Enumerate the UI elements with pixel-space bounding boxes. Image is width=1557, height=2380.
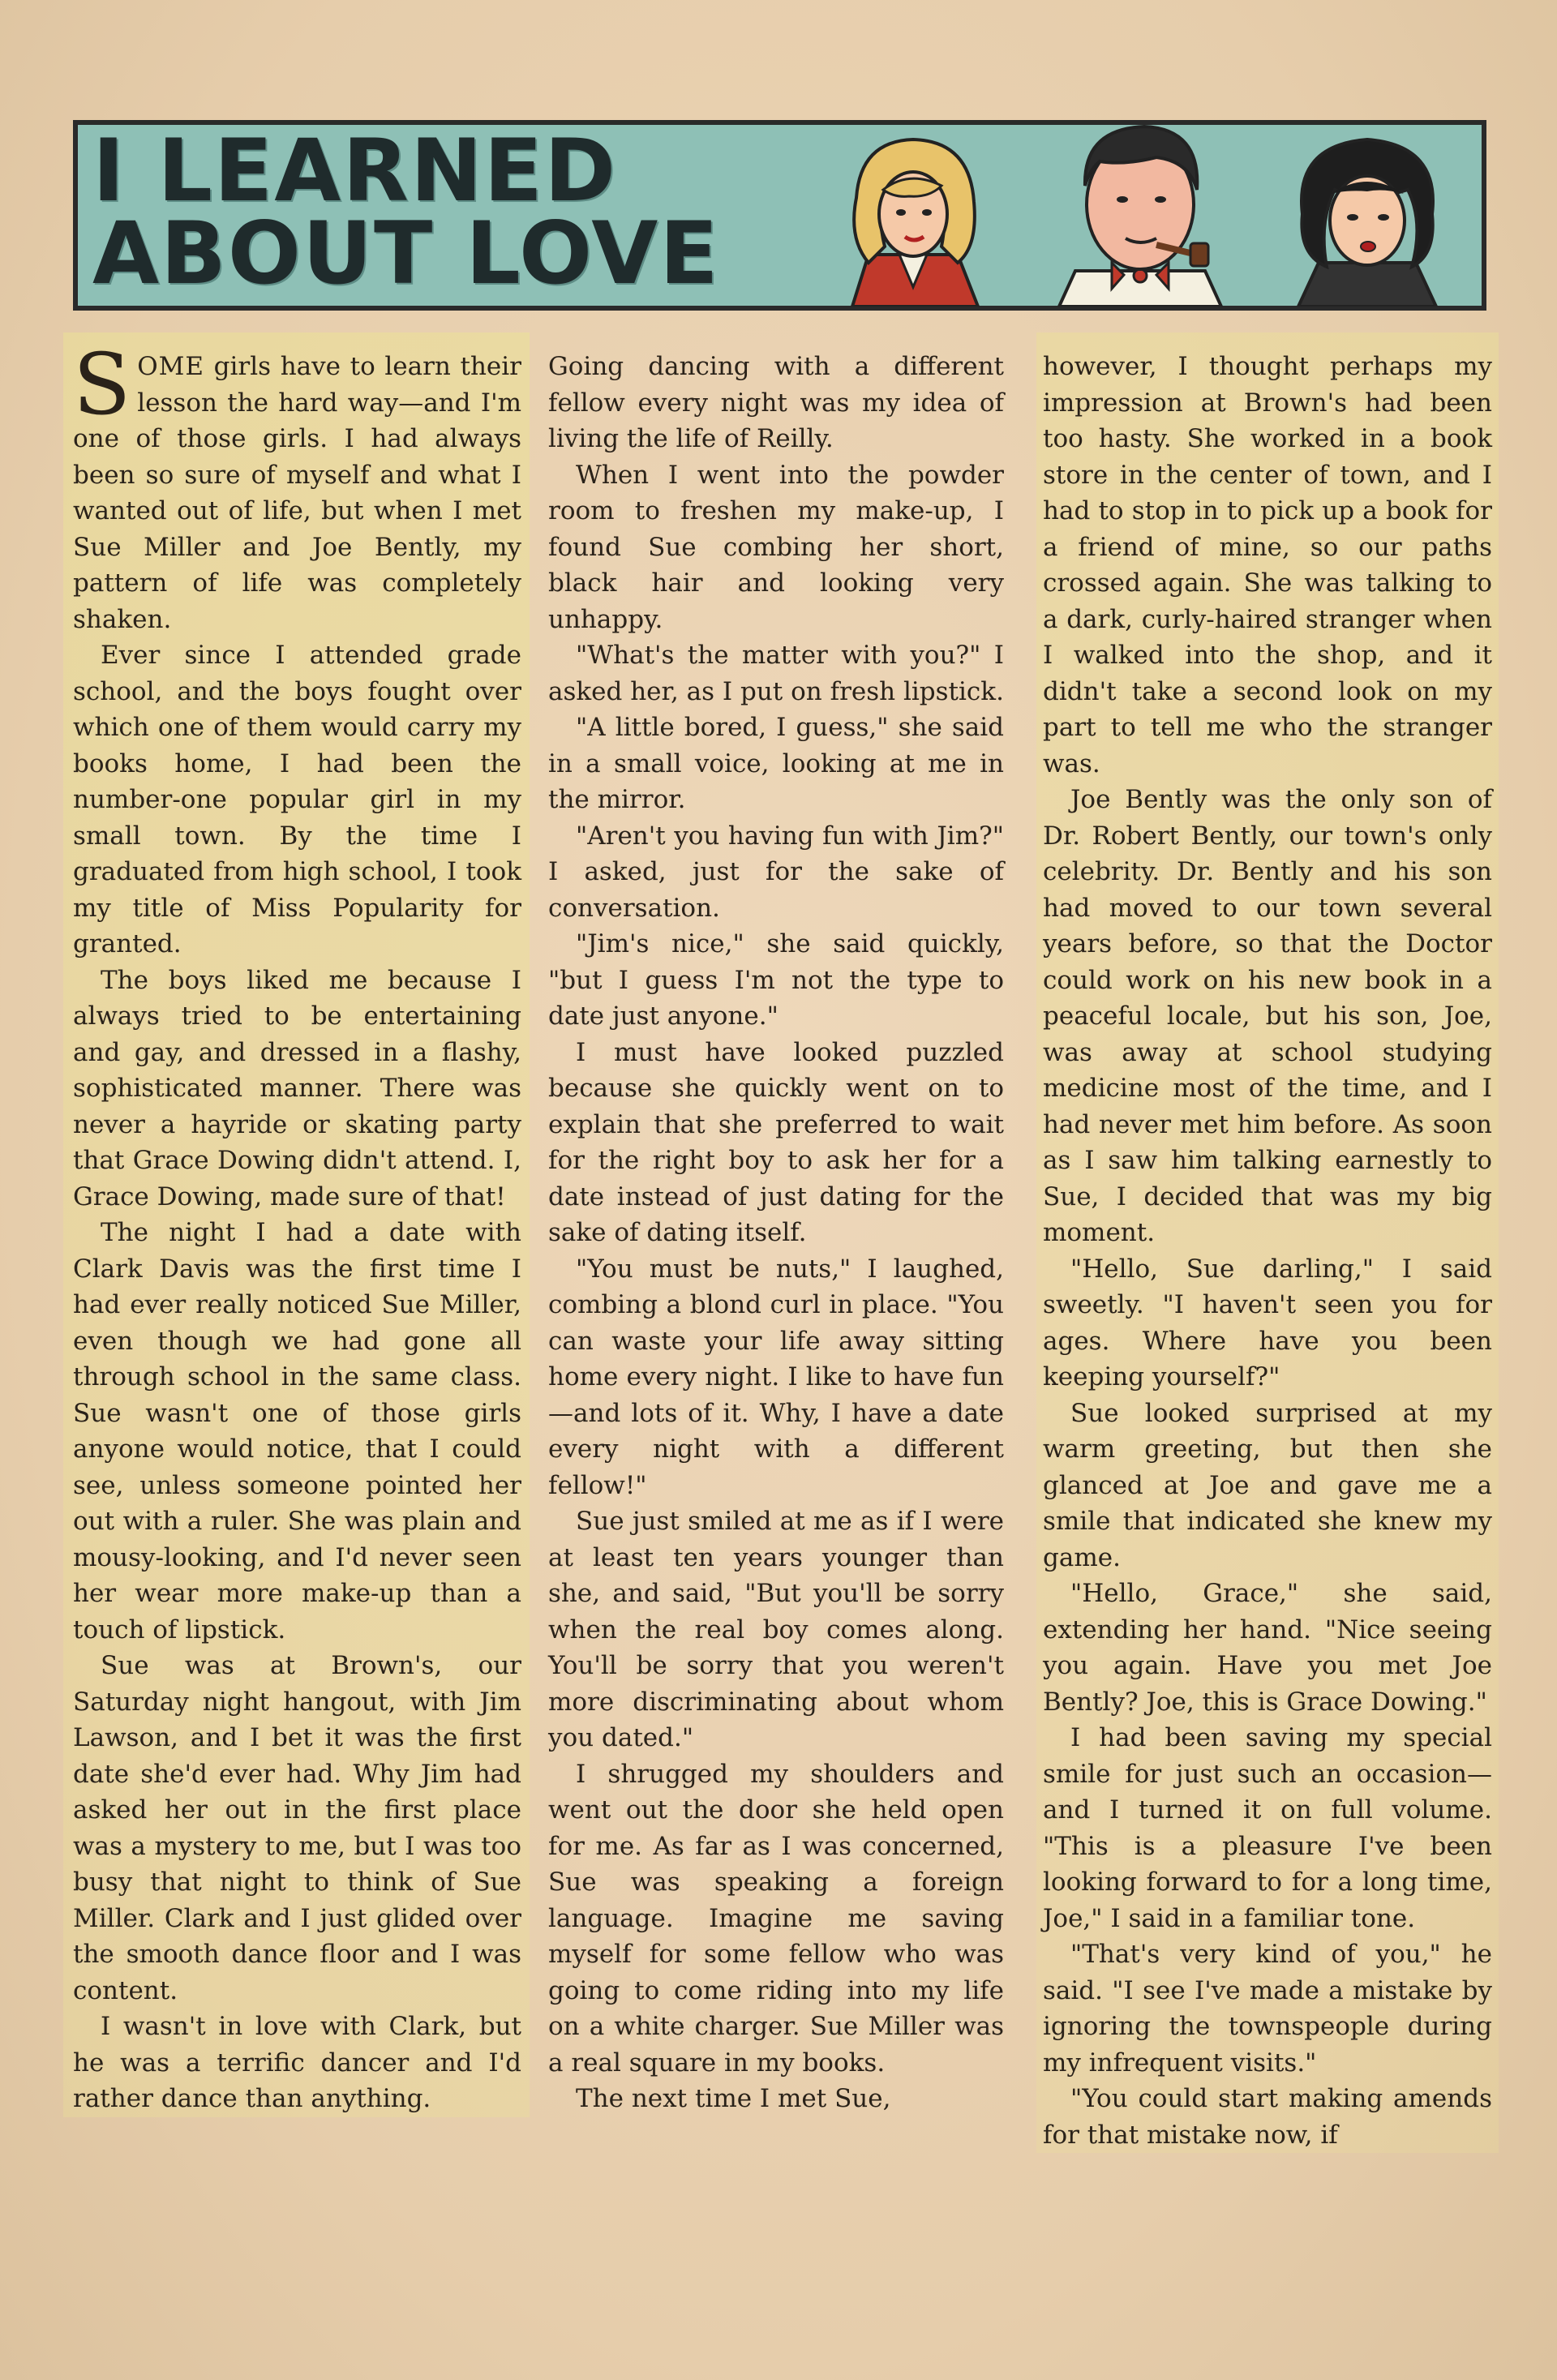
title-line-1: I LEARNED	[92, 121, 618, 221]
paragraph: Sue looked surprised at my warm greeting, but then she glanced at Joe and gave me a smile that indicated she knew my game.	[1043, 1398, 1492, 1572]
paragraph: Sue just smiled at me as if I were at least ten years younger than she, and said, "But you'll be sorry when the real boy comes along. You'll be sorry that you weren't more discriminating about whom you dated."	[548, 1507, 1004, 1752]
paragraph: I wasn't in love with Clark, but he was a terrific dancer and I'd rather dance than anything.	[73, 2012, 521, 2113]
paragraph: "A little bored, I guess," she said in a small voice, looking at me in the mirror.	[548, 713, 1004, 814]
article-body	[63, 332, 1499, 2246]
paragraph: Sue was at Brown's, our Saturday night hangout, with Jim Lawson, and I bet it was the first date she'd ever had. Why Jim had asked her out in the first place was a mystery to me, but I was too busy that night to think of Sue Miller. Clark and I just glided over the smooth dance floor and I was content.	[73, 1651, 521, 2005]
column-1	[63, 332, 530, 2117]
paragraph: I must have looked puzzled because she quickly went on to explain that she preferred to wait for the right boy to ask her for a date instead of just dating for the sake of dating itself.	[548, 1037, 1004, 1247]
column-2	[548, 332, 1004, 2117]
paragraph: "Hello, Grace," she said, extending her hand. "Nice seeing you again. Have you met Joe Bently? Joe, this is Grace Dowing."	[1043, 1579, 1492, 1717]
paragraph: "You could start making amends for that mistake now, if	[1043, 2084, 1492, 2150]
paragraph: I shrugged my shoulders and went out the door she held open for me. As far as I was concerned, Sue was speaking a foreign language. Imagine me saving myself for some fellow who was going to come riding into my life on a white charger. Sue Miller was a real square in my books.	[548, 1759, 1004, 2078]
paragraph: however, I thought perhaps my impression at Brown's had been too hasty. She worked in a book store in the center of town, and I had to stop in to pick up a book for a friend of mine, so our paths crossed again. She was talking to a dark, curly-haired stranger when I walked into the shop, and it didn't take a second look on my part to tell me who the stranger was.	[1043, 352, 1492, 778]
story-title	[92, 121, 720, 303]
paragraph: "That's very kind of you," he said. "I see I've made a mistake by ignoring the townspeople during my infrequent visits."	[1043, 1940, 1492, 2078]
dark-haired-girl-illustration	[1270, 125, 1465, 307]
paragraph: "Hello, Sue darling," I said sweetly. "I haven't seen you for ages. Where have you been keeping yourself?"	[1043, 1254, 1492, 1392]
paragraph: The next time I met Sue,	[576, 2084, 891, 2113]
title-banner	[73, 120, 1486, 311]
paragraph: "Jim's nice," she said quickly, "but I guess I'm not the type to date just anyone."	[548, 929, 1004, 1031]
paragraph: "You must be nuts," I laughed, combing a blond curl in place. "You can waste your life away sitting home every night. I like to have fun—and lots of it. Why, I have a date every night with a different fellow!"	[548, 1254, 1004, 1500]
man-with-pipe-illustration	[1035, 109, 1246, 307]
paragraph: "Aren't you having fun with Jim?" I asked, just for the sake of conversation.	[548, 821, 1004, 923]
title-line-2: ABOUT LOVE	[92, 204, 720, 303]
paragraph-text: girls have to learn their lesson the hard way—and I'm one of those girls. I had always been so sure of myself and what I wanted out of life, but when I met Sue Miller and Joe Bently, my pattern of life was completely shaken.	[73, 352, 521, 634]
paragraph: Ever since I attended grade school, and the boys fought over which one of them would carry my books home, I had been the number-one popular girl in my small town. By the time I graduated from high school, I took my title of Miss Popularity for granted.	[73, 641, 521, 958]
paragraph: Joe Bently was the only son of Dr. Robert Bently, our town's only celebrity. Dr. Bently and his son had moved to our town several years before, so that the Doctor could work on his new book in a peaceful locale, but his son, Joe, was away at school studying medicine most of the time, and I had never met him before. As soon as I saw him talking earnestly to Sue, I decided that was my big moment.	[1043, 785, 1492, 1247]
paragraph: The night I had a date with Clark Davis was the first time I had ever really noticed Sue Miller, even though we had gone all through school in the same class. Sue wasn't one of those girls anyone would notice, that I could see, unless someone pointed her out with a ruler. She was plain and mousy-looking, and I'd never seen her wear more make-up than a touch of lipstick.	[73, 1218, 521, 1645]
paragraph: "What's the matter with you?" I asked her, as I put on fresh lipstick.	[548, 641, 1004, 706]
drop-cap: S	[73, 335, 131, 434]
column-3	[1036, 332, 1499, 2153]
paragraph: Going dancing with a different fellow every night was my idea of living the life of Reilly.	[548, 352, 1004, 453]
paragraph: The boys liked me because I always tried to be entertaining and gay, and dressed in a flashy, sophisticated manner. There was never a hayride or skating party that Grace Dowing didn't attend. I, Grace Dowing, made sure of that!	[73, 965, 521, 1211]
paragraph: I had been saving my special smile for just such an occasion—and I turned it on full volume. "This is a pleasure I've been looking forward to for a long time, Joe," I said in a familiar tone.	[1043, 1723, 1492, 1933]
lead-in: OME	[137, 352, 205, 381]
paragraph: When I went into the powder room to freshen my make-up, I found Sue combing her short, black hair and looking very unhappy.	[548, 460, 1004, 634]
paragraph	[73, 335, 521, 637]
blonde-girl-illustration	[820, 125, 1006, 307]
